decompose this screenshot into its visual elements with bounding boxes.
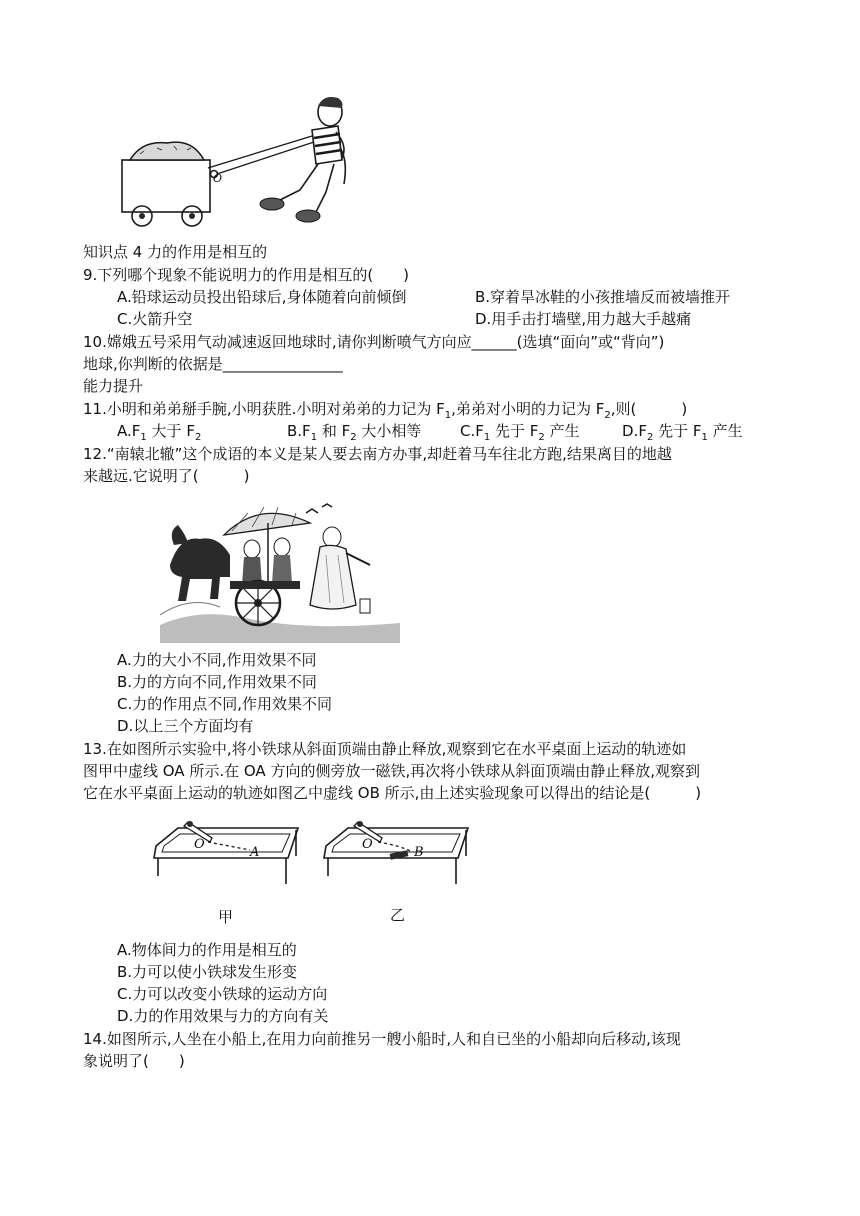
q12-line1: 12.“南辕北辙”这个成语的本义是某人要去南方办事,却赶着马车往北方跑,结果离目的地越 <box>83 445 672 463</box>
q9-stem: 9.下列哪个现象不能说明力的作用是相互的( ) <box>83 266 410 284</box>
fig-label-jia: 甲 <box>218 908 234 926</box>
q9-option-c: C.火箭升空 <box>117 310 193 328</box>
fig-point-o-right: O <box>362 837 373 852</box>
ball-trajectory-diagram <box>150 812 475 927</box>
q9-option-a: A.铅球运动员投出铅球后,身体随着向前倾倒 <box>117 288 407 306</box>
q14-line2: 象说明了( ) <box>83 1052 185 1070</box>
q13-option-b: B.力可以使小铁球发生形变 <box>117 963 298 981</box>
q12-option-b: B.力的方向不同,作用效果不同 <box>117 673 317 691</box>
section-heading: 知识点 4 力的作用是相互的 <box>83 243 268 261</box>
fig-point-a: A <box>250 845 260 860</box>
q13-option-d: D.力的作用效果与力的方向有关 <box>117 1007 329 1025</box>
q10-line1: 10.嫦娥五号采用气动减速返回地球时,请你判断喷气方向应______(选填“面向”或“背向”) <box>83 333 665 351</box>
q11-option-a: $A.F_1$ 大于 $F_2$ <box>117 422 202 443</box>
section-ability: 能力提升 <box>83 377 144 395</box>
q11-option-c: $C.F_1$ 先于 $F_2$ 产生 <box>460 422 580 443</box>
fig-point-b: B <box>414 845 424 860</box>
carriage-illustration <box>160 495 400 643</box>
q11-option-b: $B.F_1$ 和 $F_2$ 大小相等 <box>287 422 422 443</box>
q9-option-b: B.穿着旱冰鞋的小孩推墙反而被墙推开 <box>475 288 731 306</box>
q13-line3: 它在水平桌面上运动的轨迹如图乙中虚线 OB 所示,由上述实验现象可以得出的结论是( ) <box>83 784 702 802</box>
q13-line2: 图甲中虚线 OA 所示.在 OA 方向的侧旁放一磁铁,再次将小铁球从斜面顶端由静止释放,观察到 <box>83 762 700 780</box>
cart-point-label: O <box>213 172 223 185</box>
fig-point-o-left: O <box>194 837 205 852</box>
q12-option-a: A.力的大小不同,作用效果不同 <box>117 651 317 669</box>
q10-line2: 地球,你判断的依据是________________ <box>83 355 343 373</box>
q12-option-c: C.力的作用点不同,作用效果不同 <box>117 695 333 713</box>
q13-line1: 13.在如图所示实验中,将小铁球从斜面顶端由静止释放,观察到它在水平桌面上运动的轨迹如 <box>83 740 687 758</box>
q12-option-d: D.以上三个方面均有 <box>117 717 254 735</box>
q11-option-d: $D.F_2$ 先于 $F_1$ 产生 <box>622 422 743 443</box>
q12-line2: 来越远.它说明了( ) <box>83 467 250 485</box>
q11-stem: 11.小明和弟弟掰手腕,小明获胜.小明对弟弟的力记为 $F_1$,弟弟对小明的力记为 $F_2$,则( ) <box>83 400 688 421</box>
q13-option-c: C.力可以改变小铁球的运动方向 <box>117 985 328 1003</box>
q14-line1: 14.如图所示,人坐在小船上,在用力向前推另一艘小船时,人和自已坐的小船却向后移动,该现 <box>83 1030 681 1048</box>
q9-option-d: D.用手击打墙壁,用力越大手越痛 <box>475 310 692 328</box>
cart-pulling-illustration <box>112 88 372 233</box>
q13-option-a: A.物体间力的作用是相互的 <box>117 941 297 959</box>
fig-label-yi: 乙 <box>390 906 406 924</box>
